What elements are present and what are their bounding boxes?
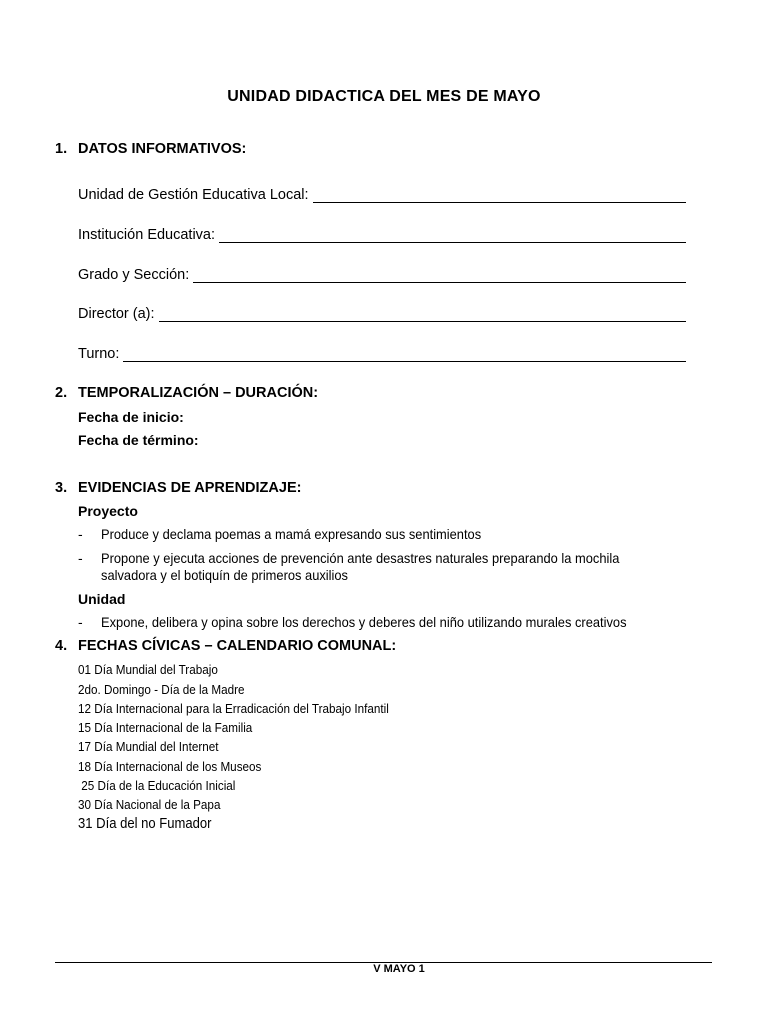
field-turno <box>78 346 686 362</box>
proyecto-label: Proyecto <box>78 503 138 519</box>
blank-line <box>219 230 686 243</box>
section-label: TEMPORALIZACIÓN – DURACIÓN: <box>78 385 319 401</box>
fecha-civica-item: 30 Día Nacional de la Papa <box>78 797 221 812</box>
section-number: 4. <box>55 638 68 654</box>
section-number: 2. <box>55 385 68 401</box>
field-label: Turno: <box>78 346 120 362</box>
list-item <box>78 550 698 584</box>
blank-line <box>313 190 686 203</box>
section-label: DATOS INFORMATIVOS: <box>78 141 247 157</box>
document-title: UNIDAD DIDACTICA DEL MES DE MAYO <box>227 88 541 105</box>
blank-line <box>159 309 686 322</box>
field-label: Institución Educativa: <box>78 227 216 243</box>
section-label: FECHAS CÍVICAS – CALENDARIO COMUNAL: <box>78 638 397 654</box>
section-label: EVIDENCIAS DE APRENDIZAJE: <box>78 480 302 496</box>
section-heading-temporalizacion <box>55 385 318 401</box>
unidad-label: Unidad <box>78 591 126 607</box>
fecha-civica-item: 25 Día de la Educación Inicial <box>78 778 236 793</box>
fecha-civica-item: 15 Día Internacional de la Familia <box>78 720 253 735</box>
list-item-text: Expone, delibera y opina sobre los derechos y deberes del niño utilizando murales creativos <box>101 614 627 630</box>
field-director <box>78 306 686 322</box>
section-number: 1. <box>55 141 68 157</box>
blank-line <box>193 270 686 283</box>
fecha-civica-item: 01 Día Mundial del Trabajo <box>78 662 218 677</box>
section-heading-evidencias <box>55 480 301 496</box>
blank-line <box>123 349 686 362</box>
field-label: Director (a): <box>78 306 155 322</box>
section-heading-datos <box>55 141 246 157</box>
section-heading-fechas <box>55 638 396 654</box>
list-item <box>78 526 698 543</box>
field-label: Unidad de Gestión Educativa Local: <box>78 187 309 203</box>
fecha-civica-item: 17 Día Mundial del Internet <box>78 739 219 754</box>
fecha-civica-item: 18 Día Internacional de los Museos <box>78 759 262 774</box>
section-number: 3. <box>55 480 68 496</box>
list-item <box>78 614 698 631</box>
fecha-civica-item: 2do. Domingo - Día de la Madre <box>78 682 245 697</box>
field-institucion <box>78 227 686 243</box>
list-item-text: Produce y declama poemas a mamá expresando sus sentimientos <box>101 526 482 542</box>
field-ugel <box>78 187 686 203</box>
bullet-dash: - <box>78 550 83 566</box>
bullet-dash: - <box>78 614 83 630</box>
page-footer: V MAYO 1 <box>373 963 425 975</box>
fecha-termino-label: Fecha de término: <box>78 432 199 448</box>
fecha-civica-item: 12 Día Internacional para la Erradicación del Trabajo Infantil <box>78 701 389 716</box>
field-grado-seccion <box>78 267 686 283</box>
fecha-inicio-label: Fecha de inicio: <box>78 409 184 425</box>
field-label: Grado y Sección: <box>78 267 190 283</box>
bullet-dash: - <box>78 526 83 542</box>
list-item-text: Propone y ejecuta acciones de prevención ante desastres naturales preparando la mochila salvadora y el botiquín de primeros auxilios <box>101 550 620 583</box>
fecha-civica-item: 31 Día del no Fumador <box>78 816 212 832</box>
